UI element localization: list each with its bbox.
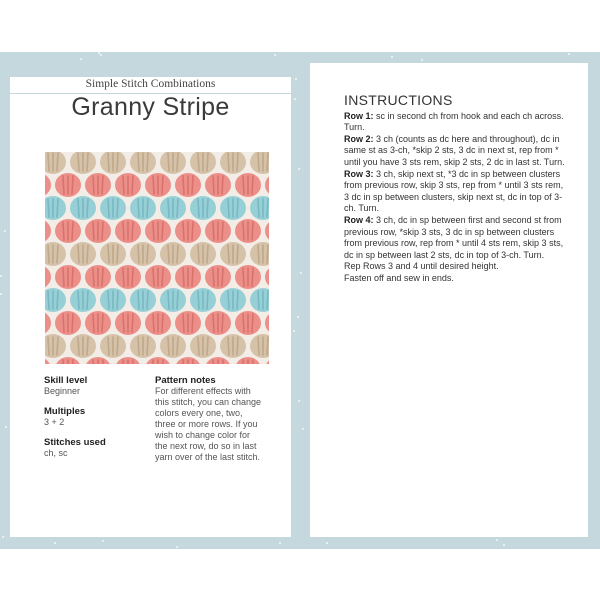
stitch-cluster [115, 219, 141, 243]
stitch-cluster [100, 334, 126, 358]
page-title: Granny Stripe [71, 93, 230, 121]
stitch-cluster [205, 173, 231, 197]
stitch-cluster [45, 311, 51, 335]
stitch-cluster [145, 219, 171, 243]
stitch-cluster [235, 357, 261, 364]
stitch-cluster [235, 219, 261, 243]
running-head: Simple Stitch Combinations [85, 78, 216, 90]
stitch-cluster [100, 152, 126, 174]
stitch-cluster [115, 311, 141, 335]
pattern-notes [155, 375, 265, 463]
stitch-cluster [85, 219, 111, 243]
stitch-details [44, 375, 144, 459]
stitches-used-value: ch, sc [44, 448, 68, 458]
stitch-cluster [70, 334, 96, 358]
stitch-cluster [250, 288, 269, 312]
skill-level-value: Beginner [44, 386, 81, 396]
stitch-cluster [100, 242, 126, 266]
stitch-cluster [145, 265, 171, 289]
stitch-cluster [220, 334, 246, 358]
stitch-cluster [145, 311, 171, 335]
stitch-cluster [130, 196, 156, 220]
stitch-cluster [205, 265, 231, 289]
stitch-cluster [45, 196, 66, 220]
stitch-cluster [45, 288, 66, 312]
stitch-cluster [160, 196, 186, 220]
stitch-cluster [220, 196, 246, 220]
skill-level-label: Skill level [44, 375, 88, 386]
stitch-cluster [235, 173, 261, 197]
stitch-cluster [145, 357, 171, 364]
stitch-cluster [70, 196, 96, 220]
stitch-cluster [45, 265, 51, 289]
stitch-cluster [85, 357, 111, 364]
stitch-cluster [220, 288, 246, 312]
stitch-cluster [45, 242, 66, 266]
stitch-cluster [235, 265, 261, 289]
stitch-cluster [175, 311, 201, 335]
stitch-cluster [205, 311, 231, 335]
stitch-cluster [100, 288, 126, 312]
stitch-cluster [265, 357, 269, 364]
stitch-cluster [115, 357, 141, 364]
instruction-row-1: Row 1: sc in second ch from hook and each ch across. Turn. [344, 110, 564, 133]
instructions-heading: INSTRUCTIONS [344, 92, 453, 108]
stitch-cluster [45, 152, 66, 174]
stitch-cluster [265, 311, 269, 335]
stitch-cluster [160, 152, 186, 174]
stitches-used-label: Stitches used [44, 437, 106, 448]
stitch-cluster [175, 173, 201, 197]
multiples-value: 3 + 2 [44, 417, 65, 427]
stitch-cluster [55, 265, 81, 289]
stitch-cluster [55, 173, 81, 197]
stitch-cluster [85, 265, 111, 289]
stitch-cluster [55, 311, 81, 335]
stitch-cluster [250, 152, 269, 174]
stitch-cluster [160, 288, 186, 312]
stitch-cluster [160, 242, 186, 266]
instruction-row-4: Row 4: 3 ch, dc in sp between first and second st from previous row, *skip 3 sts, 3 dc in sp between clusters from previous row, rep from * until 4 sts rem, skip 3 sts, dc in sp between last 2 sts, dc in top of 3-ch. Turn. [344, 214, 564, 260]
stitch-cluster [250, 242, 269, 266]
stitch-cluster [265, 219, 269, 243]
stitch-cluster [250, 196, 269, 220]
stitch-cluster [70, 152, 96, 174]
stitch-cluster [130, 242, 156, 266]
stitch-cluster [235, 311, 261, 335]
stitch-cluster [85, 311, 111, 335]
stitch-cluster [190, 242, 216, 266]
stitch-cluster [130, 152, 156, 174]
stitch-cluster [55, 219, 81, 243]
instructions-section [344, 92, 570, 285]
stitch-cluster [45, 357, 51, 364]
stitch-cluster [130, 288, 156, 312]
stitch-cluster [220, 152, 246, 174]
stitch-cluster [55, 357, 81, 364]
instruction-row-3: Row 3: 3 ch, skip next st, *3 dc in sp between clusters from previous row, skip 3 sts, rep from * until 3 sts rem, 3 dc in sp between clusters, skip next st, dc in top of 3-ch. Turn. [344, 168, 564, 214]
finish-instruction: Fasten off and sew in ends. [344, 272, 454, 283]
crochet-swatch-illustration [45, 152, 269, 364]
stitch-cluster [100, 196, 126, 220]
pattern-notes-label: Pattern notes [155, 375, 216, 386]
stitch-cluster [160, 334, 186, 358]
instruction-row-2: Row 2: 3 ch (counts as dc here and throughout), dc in same st as 3-ch, *skip 2 sts, 3 dc in next st, rep from * until you have 3 sts rem, skip 2 sts, 2 dc in last st. Turn. [344, 133, 565, 167]
stitch-cluster [175, 357, 201, 364]
stitch-cluster [45, 219, 51, 243]
stitch-cluster [250, 334, 269, 358]
running-head-bar [10, 63, 291, 77]
pattern-notes-text: For different effects with this stitch, you can change colors every one, two, three or more rows. If you wish to change color for the next row, do so in last yarn over of the last stitch. [155, 386, 262, 462]
stitch-cluster [45, 173, 51, 197]
stitch-cluster [190, 196, 216, 220]
stitch-cluster [85, 173, 111, 197]
stitch-cluster [115, 265, 141, 289]
multiples-label: Multiples [44, 406, 86, 417]
stitch-cluster [190, 152, 216, 174]
stitch-cluster [70, 288, 96, 312]
stitch-cluster [265, 265, 269, 289]
stitch-cluster [190, 288, 216, 312]
stitch-swatch-photo [45, 152, 269, 364]
stitch-cluster [130, 334, 156, 358]
repeat-instruction: Rep Rows 3 and 4 until desired height. [344, 261, 499, 272]
stitch-cluster [205, 219, 231, 243]
stitch-cluster [175, 219, 201, 243]
stitch-cluster [220, 242, 246, 266]
stitch-cluster [70, 242, 96, 266]
stitch-cluster [175, 265, 201, 289]
stitch-cluster [115, 173, 141, 197]
stitch-cluster [205, 357, 231, 364]
stitch-cluster [145, 173, 171, 197]
stitch-cluster [190, 334, 216, 358]
stitch-cluster [265, 173, 269, 197]
stitch-cluster [45, 334, 66, 358]
